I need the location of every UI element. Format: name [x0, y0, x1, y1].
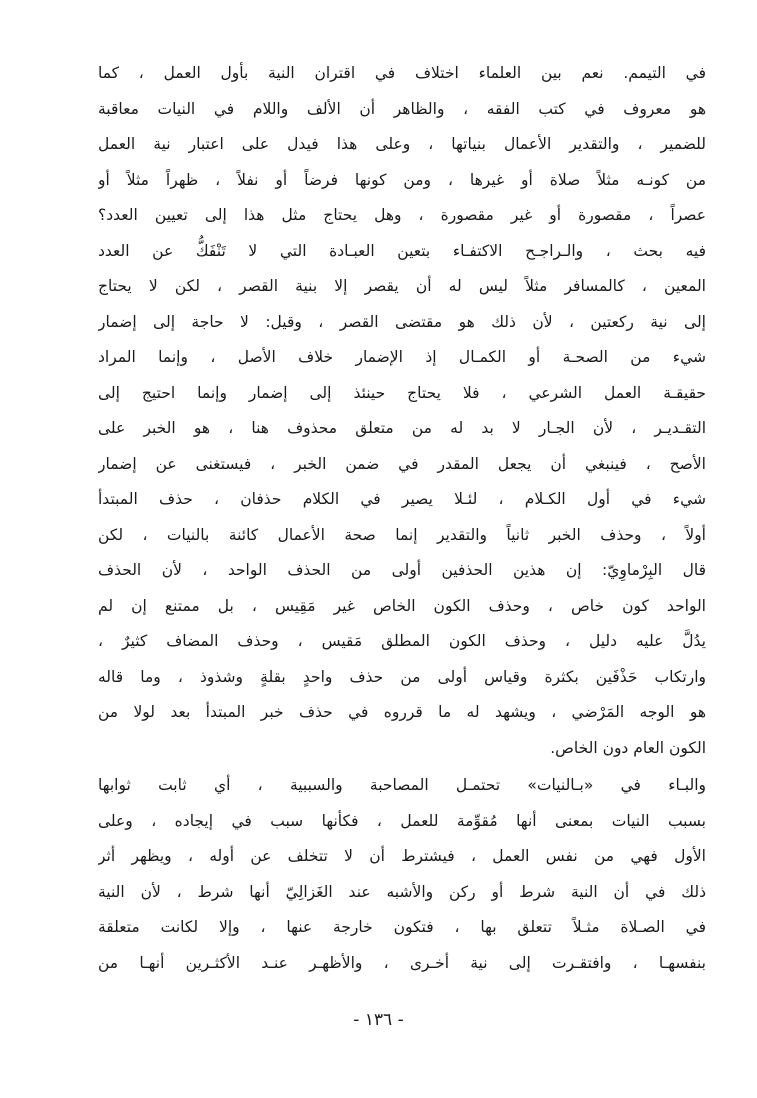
text-line: ذلك في أن النية شرط أو ركن والأشبه عند الغَزالِيّ أنها شرط ، لأن النية: [98, 882, 706, 901]
text-line: في التيمم. نعم بين العلماء اختلاف في اقتران النية بأول العمل ، كما: [98, 64, 706, 82]
text-line: فيه بحث ، والـراجـح الاكتفـاء بتعين العبـادة التي لا تَنْفَكُّ عن العدد: [98, 241, 706, 260]
text-line: عصراً ، مقصورة أو غير مقصورة ، وهل يحتاج مثل هذا إلى تعيين العدد؟: [98, 206, 706, 224]
text-line: وارتكاب حَذْفَين بكثرة وقياس أولى من حذف واحدٍ بقلةٍ وشذوذ ، وما قاله: [98, 667, 706, 686]
text-line: هو الوجه المَرْضي ، ويشهد له ما قرروه في حذف خبر المبتدأ بعد لولا من: [98, 703, 706, 721]
text-line: أولاً ، وحذف الخبر ثانياً والتقدير إنما صحة الأعمال كائنة بالنيات ، لكن: [98, 525, 706, 544]
paragraph-2: [98, 768, 706, 981]
text-line: قال البِرْماوِيّ: إن هذين الحذفين أولى من الحذف الواحد ، لأن الحذف: [98, 561, 706, 579]
text-line: الأول فهي من نفس العمل ، فيشترط أن لا تتخلف عن أوله ، ويظهر أثر: [98, 847, 706, 865]
text-line: بسبب النيات بمعنى أنها مُقوِّمة للعمل ، فكأنها سبب في إيجاده ، وعلى: [98, 811, 706, 830]
text-line: هو معروف في كتب الفقه ، والظاهر أن الألف واللام في النيات معاقبة: [98, 99, 706, 118]
page-number: - ١٣٦ -: [353, 1010, 404, 1030]
text-line: بنفسهـا ، وافتقـرت إلى نية أخـرى ، والأظهـر عنـد الأكثـرين أنهـا من: [98, 953, 706, 972]
text-line: المعين ، كالمسافر مثلاً ليس له أن يقصر إلا بنية القصر ، لكن لا يحتاج: [98, 277, 706, 295]
paragraph-1: [98, 56, 706, 766]
text-line: والبـاء في «بـالنيات» تحتمـل المصاحبة والسببية ، أي ثابت ثوابها: [98, 776, 706, 794]
text-line: شيء في أول الكـلام ، لئـلا يصير في الكلام حذفان ، حذف المبتدأ: [98, 490, 706, 508]
text-line: شيء من الصحـة أو الكمـال إذ الإضمار خلاف الأصل ، وإنما المراد: [98, 348, 706, 366]
text-line: الأصح ، فينبغي أن يجعل المقدر في ضمن الخبر ، فيستغنى عن إضمار: [98, 454, 706, 473]
text-line: حقيقـة العمل الشرعي ، فلا يحتاج حينئذ إلى إضمار وإنما احتيج إلى: [98, 383, 706, 402]
text-line: إلى نية ركعتين ، لأن ذلك هو مقتضى القصر ، وقيل: لا حاجة إلى إضمار: [98, 312, 706, 331]
text-line: التقـديـر ، لأن الجـار لا بد له من متعلق محذوف هنا ، هو الخبر على: [98, 419, 706, 437]
text-line: الواحد كون خاص ، وحذف الكون الخاص غير مَقِيس ، بل ممتنع إن لم: [98, 596, 706, 615]
text-line: للضمير ، والتقدير الأعمال بنياتها ، وعلى هذا فيدل على اعتبار نية العمل: [98, 135, 706, 153]
text-line: الكون العام دون الخاص.: [550, 738, 706, 757]
text-line: في الصـلاة مثـلاً تتعلق بها ، فتكون خارجة عنها ، وإلا لكانت متعلقة: [98, 918, 706, 936]
text-line: من كونـه مثلاً صلاة أو غيرها ، ومن كونها فرضاً أو نفلاً ، ظهراً مثلاً أو: [98, 170, 706, 189]
text-line: يدُلَّ عليه دليل ، وحذف الكون المطلق مَقيس ، وحذف المضاف كثيرٌ ،: [98, 632, 706, 650]
